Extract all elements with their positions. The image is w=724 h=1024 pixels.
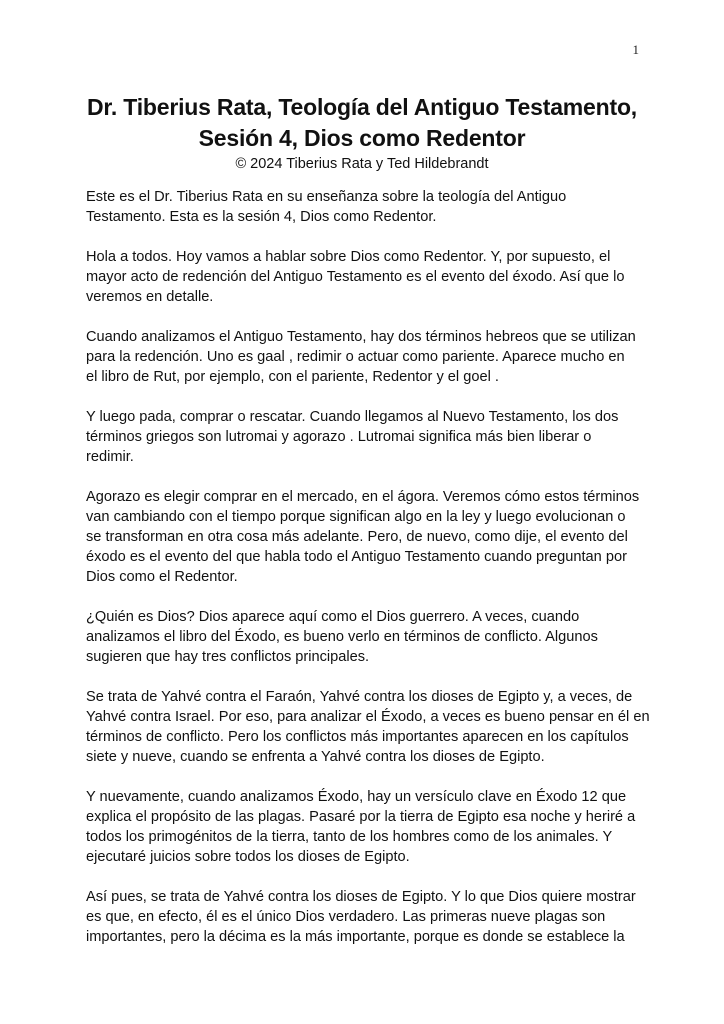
paragraph-line: el libro de Rut, por ejemplo, con el pariente, Redentor y el goel . — [86, 369, 499, 385]
paragraph-line: Yahvé contra Israel. Por eso, para analizar el Éxodo, a veces es bueno pensar en él en — [86, 709, 650, 725]
paragraph-line: términos griegos son lutromai y agorazo . Lutromai significa más bien liberar o — [86, 429, 592, 445]
paragraph-line: van cambiando con el tiempo porque significan algo en la ley y luego evolucionan o — [86, 509, 626, 525]
paragraph — [86, 607, 641, 667]
paragraph-line: éxodo es el evento del que habla todo el Antiguo Testamento cuando preguntan por — [86, 549, 627, 565]
paragraph-line: ejecutaré juicios sobre todos los dioses de Egipto. — [86, 849, 410, 865]
paragraph — [86, 887, 641, 947]
paragraph — [86, 787, 641, 867]
paragraph-line: Agorazo es elegir comprar en el mercado, en el ágora. Veremos cómo estos términos — [86, 489, 640, 505]
paragraph — [86, 487, 641, 587]
paragraph — [86, 407, 641, 467]
paragraph — [86, 187, 641, 227]
paragraph-line: Así pues, se trata de Yahvé contra los dioses de Egipto. Y lo que Dios quiere mostrar — [86, 889, 636, 905]
paragraph-line: para la redención. Uno es gaal , redimir o actuar como pariente. Aparece mucho en — [86, 349, 625, 365]
paragraph-line: se transforman en otra cosa más adelante. Pero, de nuevo, como dije, el evento del — [86, 529, 628, 545]
paragraph-line: importantes, pero la décima es la más importante, porque es donde se establece la — [86, 929, 625, 945]
paragraph-line: siete y nueve, cuando se enfrenta a Yahvé contra los dioses de Egipto. — [86, 749, 545, 765]
paragraph-line: Este es el Dr. Tiberius Rata en su enseñanza sobre la teología del Antiguo — [86, 189, 567, 205]
title-block — [60, 92, 664, 174]
title-line-2: Sesión 4, Dios como Redentor — [198, 125, 526, 151]
paragraph-line: términos de conflicto. Pero los conflictos más importantes aparecen en los capítulos — [86, 729, 629, 745]
paragraph-line: sugieren que hay tres conflictos principales. — [86, 649, 370, 665]
paragraph-line: explica el propósito de las plagas. Pasaré por la tierra de Egipto esa noche y heriré a — [86, 809, 636, 825]
paragraph-line: Se trata de Yahvé contra el Faraón, Yahvé contra los dioses de Egipto y, a veces, de — [86, 689, 633, 705]
paragraph-line: es que, en efecto, él es el único Dios verdadero. Las primeras nueve plagas son — [86, 909, 606, 925]
paragraph-line: mayor acto de redención del Antiguo Testamento es el evento del éxodo. Así que lo — [86, 269, 625, 285]
title-line-1: Dr. Tiberius Rata, Teología del Antiguo Testamento, — [87, 94, 637, 120]
paragraph-line: analizamos el libro del Éxodo, es bueno verlo en términos de conflicto. Algunos — [86, 629, 598, 645]
paragraph — [86, 247, 641, 307]
copyright-notice: © 2024 Tiberius Rata y Ted Hildebrandt — [235, 156, 489, 172]
paragraph-line: redimir. — [86, 449, 134, 465]
paragraph-line: veremos en detalle. — [86, 289, 214, 305]
paragraph — [86, 327, 641, 387]
paragraph — [86, 687, 650, 767]
paragraph-line: todos los primogénitos de la tierra, tanto de los hombres como de los animales. Y — [86, 829, 613, 845]
paragraph-line: Y nuevamente, cuando analizamos Éxodo, hay un versículo clave en Éxodo 12 que — [86, 789, 627, 805]
paragraph-line: Y luego pada, comprar o rescatar. Cuando llegamos al Nuevo Testamento, los dos — [86, 409, 619, 425]
paragraph-line: ¿Quién es Dios? Dios aparece aquí como el Dios guerrero. A veces, cuando — [86, 609, 580, 625]
document-body — [86, 187, 650, 967]
paragraph-line: Hola a todos. Hoy vamos a hablar sobre Dios como Redentor. Y, por supuesto, el — [86, 249, 611, 265]
paragraph-line: Cuando analizamos el Antiguo Testamento, hay dos términos hebreos que se utilizan — [86, 329, 636, 345]
paragraph-line: Testamento. Esta es la sesión 4, Dios como Redentor. — [86, 209, 437, 225]
page-number: 1 — [632, 42, 639, 57]
paragraph-line: Dios como el Redentor. — [86, 569, 238, 585]
